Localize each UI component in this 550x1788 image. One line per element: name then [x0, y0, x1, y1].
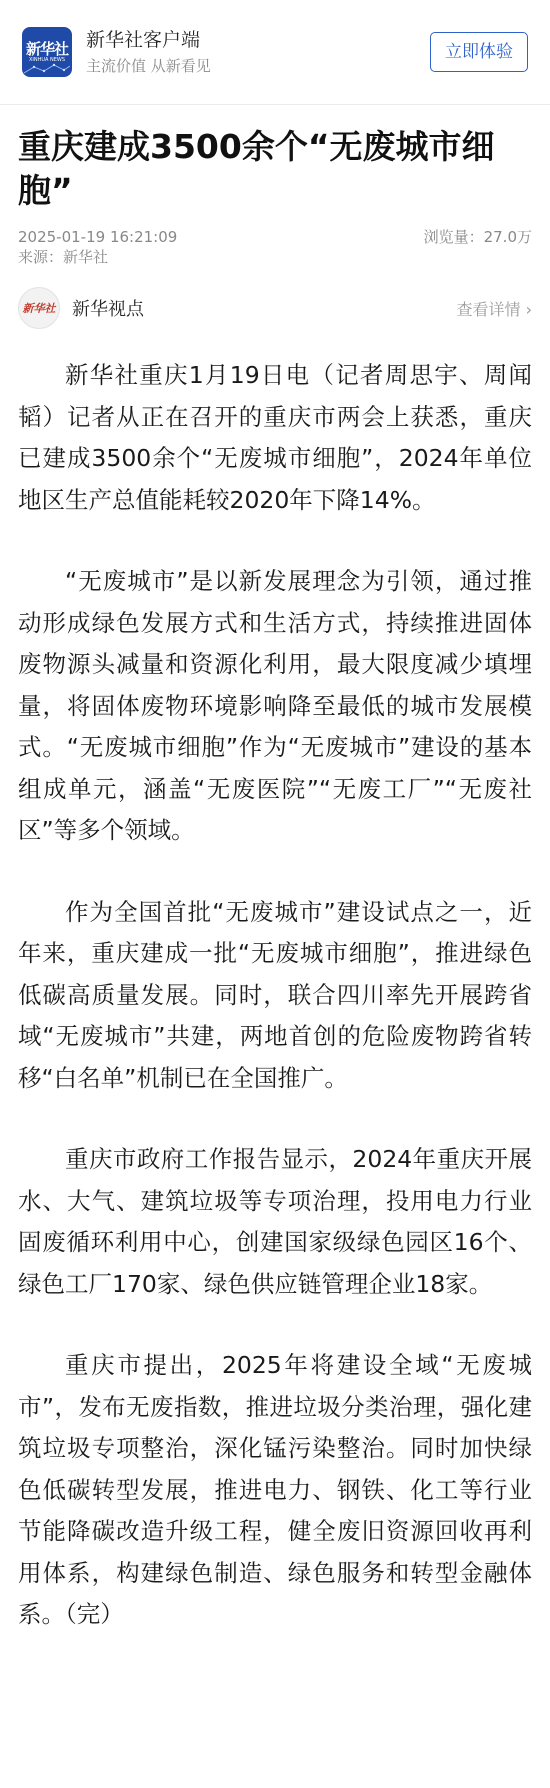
channel-name: 新华视点: [72, 299, 144, 320]
logo-subtext: XINHUA NEWS: [28, 56, 66, 63]
try-now-button[interactable]: 立即体验: [430, 32, 528, 72]
article-source: 来源：新华社: [18, 248, 109, 266]
brand-block: [86, 27, 430, 77]
view-details-link[interactable]: 查看详情 ›: [456, 299, 532, 319]
app-name: 新华社客户端: [86, 29, 201, 51]
app-slogan: 主流价值 从新看见: [86, 57, 211, 75]
logo-text: 新华社: [25, 39, 68, 58]
article-paragraph: 重庆市政府工作报告显示，2024年重庆开展水、大气、建筑垃圾等专项治理，投用电力行业固废循环利用中心，创建国家级绿色园区16个、绿色工厂170家、绿色供应链管理企业18家。: [18, 1145, 532, 1298]
logo-network-icon: [22, 61, 72, 77]
app-download-bar: [0, 0, 550, 105]
channel-bar[interactable]: [18, 283, 532, 333]
publish-datetime: 2025-01-19 16:21:09: [18, 228, 178, 246]
article-paragraph: 作为全国首批“无废城市”建设试点之一，近年来，重庆建成一批“无废城市细胞”，推进绿色低碳高质量发展。同时，联合四川率先开展跨省域“无废城市”共建，两地首创的危险废物跨省转移“白名单”机制已在全国推广。: [18, 897, 532, 1092]
article-paragraph: 新华社重庆1月19日电（记者周思宇、周闻韬）记者从正在召开的重庆市两会上获悉，重庆已建成3500余个“无废城市细胞”，2024年单位地区生产总值能耗较2020年下降14%。: [18, 361, 532, 514]
channel-avatar: 新华社: [18, 287, 60, 329]
xinhua-logo: [22, 27, 72, 77]
article-paragraph: 重庆市提出，2025年将建设全域“无废城市”，发布无废指数，推进垃圾分类治理，强化建筑垃圾专项整治，深化锰污染整治。同时加快绿色低碳转型发展，推进电力、钢铁、化工等行业节能降碳改造升级工程，健全废旧资源回收再利用体系，构建绿色制造、绿色服务和转型金融体系。（完）: [18, 1351, 532, 1628]
view-count: 浏览量：27.0万: [423, 228, 532, 246]
article-title: 重庆建成3500余个“无废城市细胞”: [18, 127, 495, 210]
article-paragraph: “无废城市”是以新发展理念为引领，通过推动形成绿色发展方式和生活方式，持续推进固体废物源头减量和资源化利用，最大限度减少填埋量，将固体废物环境影响降至最低的城市发展模式。“无废城市细胞”作为“无废城市”建设的基本组成单元，涵盖“无废医院”“无废工厂”“无废社区”等多个领域。: [18, 567, 532, 844]
article-body: [18, 355, 532, 1636]
article-meta: [18, 227, 532, 267]
